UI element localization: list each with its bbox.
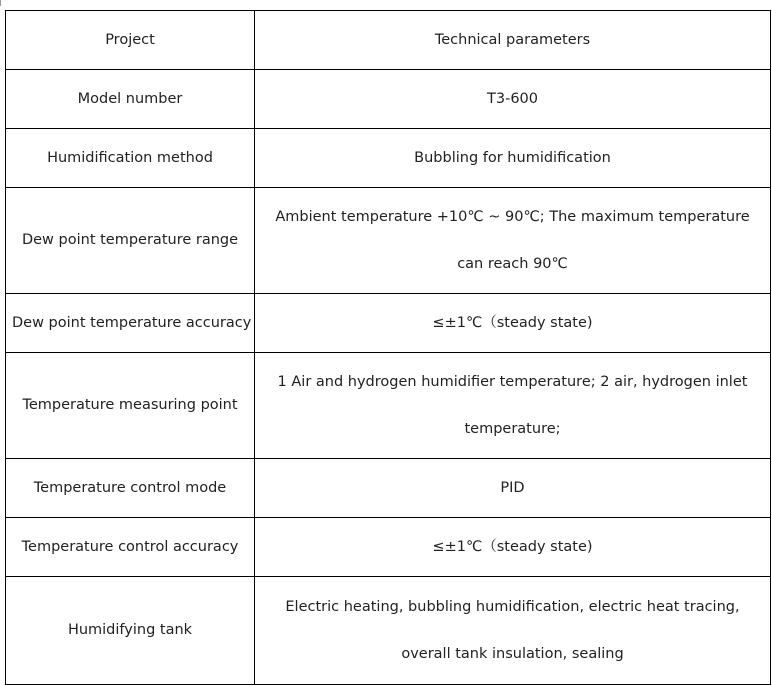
row-value: T3-600 <box>255 70 771 129</box>
row-label: Temperature control accuracy <box>6 518 255 577</box>
row-value: Ambient temperature +10℃ ~ 90℃; The maximum temperature can reach 90℃ <box>255 188 771 294</box>
table-row <box>6 188 771 294</box>
table-row <box>6 294 771 353</box>
table-row <box>6 353 771 459</box>
header-technical-parameters: Technical parameters <box>255 11 771 70</box>
row-label: Humidification method <box>6 129 255 188</box>
page-edge-mark <box>0 0 1 6</box>
table-header-row <box>6 11 771 70</box>
table-row <box>6 518 771 577</box>
technical-parameters-table <box>5 10 771 685</box>
row-label: Model number <box>6 70 255 129</box>
table-row <box>6 70 771 129</box>
row-value: 1 Air and hydrogen humidifier temperature; 2 air, hydrogen inlet temperature; <box>255 353 771 459</box>
row-value: Bubbling for humidification <box>255 129 771 188</box>
header-project: Project <box>6 11 255 70</box>
table-row <box>6 129 771 188</box>
row-value: ≤±1℃（steady state) <box>255 518 771 577</box>
row-label: Temperature measuring point <box>6 353 255 459</box>
table-row <box>6 459 771 518</box>
row-label: Dew point temperature range <box>6 188 255 294</box>
row-value: ≤±1℃（steady state) <box>255 294 771 353</box>
table-row <box>6 577 771 685</box>
row-label: Dew point temperature accuracy <box>6 294 255 353</box>
row-value: PID <box>255 459 771 518</box>
row-value: Electric heating, bubbling humidification, electric heat tracing, overall tank insulation, sealing <box>255 577 771 685</box>
row-label: Temperature control mode <box>6 459 255 518</box>
row-label: Humidifying tank <box>6 577 255 685</box>
